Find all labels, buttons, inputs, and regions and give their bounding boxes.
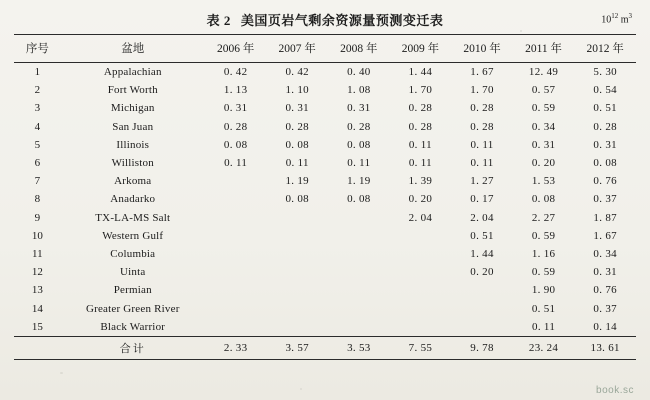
cell-value-2007年: 1. 10 [285, 84, 309, 97]
cell-value-2010年 [451, 318, 513, 337]
cell-value-2012年: 0. 31 [593, 138, 617, 151]
cell-value-2012年: 0. 37 [593, 302, 617, 315]
cell-value-2008年 [328, 245, 390, 263]
cell-value-2008年: 1. 08 [347, 84, 371, 97]
cell-value-2009年: 0. 28 [408, 102, 433, 115]
cell-basin: Permian [113, 284, 152, 297]
cell-seq: 4 [34, 120, 41, 133]
cell-basin: Michigan [110, 102, 155, 115]
cell-value-2007年: 1. 19 [285, 175, 309, 188]
table-row [14, 281, 636, 299]
cell-value-2006年: 0. 08 [223, 138, 248, 151]
cell-value-2012年: 0. 34 [593, 247, 617, 260]
cell-basin: Black Warrior [100, 320, 166, 333]
cell-seq: 3 [34, 102, 41, 115]
cell-value-2008年 [328, 299, 390, 317]
table-row [14, 99, 636, 117]
cell-seq: 10 [31, 229, 43, 242]
cell-value-2011年: 0. 34 [531, 120, 556, 133]
cell-value-2011年: 1. 53 [531, 175, 556, 188]
cell-value-2006年 [205, 227, 267, 245]
cell-basin: Uinta [120, 266, 146, 279]
cell-seq: 11 [32, 247, 43, 260]
cell-total-2012年: 13. 61 [574, 336, 636, 359]
table-row [14, 245, 636, 263]
cell-value-2010年: 0. 17 [470, 193, 494, 206]
table-title-row [14, 10, 636, 32]
cell-total-2006年: 2. 33 [205, 336, 267, 359]
cell-value-2010年: 0. 20 [470, 266, 494, 279]
cell-value-2009年: 0. 28 [408, 120, 433, 133]
cell-basin: TX-LA-MS Salt [95, 211, 171, 224]
table-caption: 美国页岩气剩余资源量预测变迁表 [240, 13, 444, 28]
cell-value-2006年 [205, 245, 267, 263]
cell-basin: Williston [111, 157, 154, 170]
cell-total-label: 合计 [61, 336, 205, 359]
cell-value-2007年 [266, 281, 328, 299]
cell-basin: Columbia [110, 247, 156, 260]
cell-basin: Western Gulf [102, 229, 164, 242]
cell-total-seq [14, 336, 61, 359]
cell-total-2009年: 7. 55 [390, 336, 452, 359]
column-header-2011: 2011 年 [513, 35, 575, 63]
cell-value-2006年 [205, 318, 267, 337]
cell-value-2008年 [328, 209, 390, 227]
cell-value-2007年: 0. 28 [285, 120, 309, 133]
cell-basin: San Juan [112, 120, 154, 133]
cell-basin: Appalachian [103, 66, 162, 79]
cell-value-2006年 [205, 172, 267, 190]
cell-value-2006年: 1. 13 [223, 84, 248, 97]
cell-value-2010年: 0. 11 [470, 157, 494, 170]
table-header [14, 35, 636, 63]
cell-value-2010年: 0. 11 [470, 138, 494, 151]
cell-value-2008年: 0. 40 [347, 66, 371, 79]
table-row [14, 136, 636, 154]
cell-value-2009年: 0. 11 [408, 157, 432, 170]
cell-total-2007年: 3. 57 [266, 336, 328, 359]
cell-value-2006年 [205, 281, 267, 299]
cell-value-2008年 [328, 227, 390, 245]
cell-value-2012年: 0. 31 [593, 266, 617, 279]
column-header-2009: 2009 年 [390, 35, 452, 63]
cell-seq: 8 [34, 193, 41, 206]
cell-value-2006年 [205, 209, 267, 227]
cell-value-2012年: 0. 54 [593, 84, 617, 97]
cell-basin: Anadarko [110, 193, 156, 206]
cell-value-2009年: 1. 44 [408, 66, 433, 79]
column-header-2012: 2012 年 [574, 35, 636, 63]
column-header-2008: 2008 年 [328, 35, 390, 63]
cell-value-2006年 [205, 190, 267, 208]
cell-seq: 14 [31, 302, 43, 315]
cell-seq: 12 [31, 266, 43, 279]
cell-value-2010年: 0. 51 [470, 229, 494, 242]
cell-value-2011年: 12. 49 [528, 66, 559, 79]
cell-value-2011年: 0. 57 [531, 84, 556, 97]
cell-seq: 7 [34, 175, 41, 188]
cell-value-2008年 [328, 318, 390, 337]
table-row [14, 263, 636, 281]
table-total-row [14, 336, 636, 359]
cell-value-2009年 [390, 227, 452, 245]
cell-value-2012年: 0. 76 [593, 284, 617, 297]
cell-value-2006年: 0. 11 [224, 157, 248, 170]
cell-seq: 9 [34, 211, 41, 224]
cell-value-2009年 [390, 245, 452, 263]
cell-value-2009年 [390, 299, 452, 317]
cell-total-2011年: 23. 24 [513, 336, 575, 359]
cell-total-2008年: 3. 53 [328, 336, 390, 359]
cell-seq: 1 [34, 66, 41, 79]
column-header-2007: 2007 年 [266, 35, 328, 63]
cell-basin: Greater Green River [85, 302, 180, 315]
cell-value-2008年: 0. 31 [347, 102, 371, 115]
table-row [14, 154, 636, 172]
column-header-2010: 2010 年 [451, 35, 513, 63]
watermark: book.sc [596, 385, 634, 396]
cell-value-2008年: 0. 11 [347, 157, 371, 170]
cell-value-2012年: 0. 76 [593, 175, 617, 188]
table-row [14, 209, 636, 227]
cell-value-2012年: 1. 67 [593, 229, 617, 242]
table-row [14, 63, 636, 82]
cell-value-2010年: 1. 27 [470, 175, 494, 188]
cell-value-2009年: 2. 04 [408, 211, 433, 224]
cell-seq: 2 [34, 84, 41, 97]
cell-total-2010年: 9. 78 [451, 336, 513, 359]
cell-value-2011年: 0. 20 [531, 157, 556, 170]
cell-value-2007年 [266, 263, 328, 281]
cell-value-2007年: 0. 08 [285, 138, 309, 151]
cell-value-2010年: 2. 04 [470, 211, 494, 224]
cell-value-2007年 [266, 227, 328, 245]
cell-value-2006年 [205, 263, 267, 281]
cell-value-2006年: 0. 28 [223, 120, 248, 133]
paper-speck [60, 372, 63, 374]
cell-value-2007年 [266, 299, 328, 317]
cell-value-2011年: 0. 08 [531, 193, 556, 206]
cell-value-2011年: 0. 59 [531, 229, 556, 242]
cell-basin: Arkoma [114, 175, 152, 188]
cell-seq: 5 [34, 138, 41, 151]
cell-value-2008年 [328, 263, 390, 281]
table-row [14, 227, 636, 245]
cell-value-2012年: 0. 14 [593, 320, 617, 333]
cell-value-2012年: 1. 87 [593, 211, 617, 224]
cell-value-2009年: 0. 11 [408, 138, 432, 151]
cell-seq: 15 [31, 320, 43, 333]
cell-value-2010年 [451, 281, 513, 299]
cell-value-2010年 [451, 299, 513, 317]
shale-gas-resource-table [14, 34, 636, 359]
paper-speck [520, 30, 522, 32]
table-row [14, 172, 636, 190]
cell-value-2007年: 0. 08 [285, 193, 309, 206]
cell-value-2012年: 5. 30 [593, 66, 617, 79]
cell-value-2010年: 1. 44 [470, 247, 494, 260]
cell-basin: Illinois [116, 138, 150, 151]
cell-value-2009年 [390, 263, 452, 281]
cell-seq: 13 [31, 284, 43, 297]
cell-value-2009年: 0. 20 [408, 193, 433, 206]
paper-speck [300, 388, 302, 390]
cell-value-2009年: 1. 39 [408, 175, 433, 188]
cell-value-2007年: 0. 42 [285, 66, 309, 79]
table-row [14, 299, 636, 317]
cell-value-2006年 [205, 299, 267, 317]
cell-value-2008年 [328, 281, 390, 299]
table-header-row [14, 35, 636, 63]
cell-value-2011年: 0. 51 [531, 302, 556, 315]
cell-value-2007年: 0. 31 [285, 102, 309, 115]
cell-value-2009年 [390, 318, 452, 337]
cell-value-2011年: 1. 90 [531, 284, 556, 297]
cell-value-2010年: 0. 28 [470, 102, 494, 115]
cell-value-2007年 [266, 209, 328, 227]
cell-value-2012年: 0. 08 [593, 157, 617, 170]
table-title [207, 10, 444, 29]
cell-value-2011年: 0. 59 [531, 266, 556, 279]
column-header-basin: 盆地 [61, 35, 205, 63]
cell-value-2007年 [266, 245, 328, 263]
table-row [14, 118, 636, 136]
cell-seq: 6 [34, 157, 41, 170]
cell-value-2010年: 1. 70 [470, 84, 494, 97]
cell-value-2012年: 0. 51 [593, 102, 617, 115]
cell-value-2008年: 0. 28 [347, 120, 371, 133]
unit-label: $10^{12}$ $m^3$ [601, 12, 632, 26]
column-header-2006: 2006 年 [205, 35, 267, 63]
cell-value-2008年: 1. 19 [347, 175, 371, 188]
cell-value-2011年: 2. 27 [531, 211, 556, 224]
cell-value-2012年: 0. 37 [593, 193, 617, 206]
table-number: 表 2 [206, 13, 231, 28]
cell-value-2012年: 0. 28 [593, 120, 617, 133]
cell-value-2011年: 0. 11 [532, 320, 556, 333]
cell-value-2010年: 0. 28 [470, 120, 494, 133]
table-body [14, 63, 636, 360]
cell-value-2008年: 0. 08 [347, 193, 371, 206]
cell-value-2010年: 1. 67 [470, 66, 494, 79]
table-row [14, 190, 636, 208]
cell-value-2009年: 1. 70 [408, 84, 433, 97]
cell-value-2006年: 0. 31 [223, 102, 248, 115]
cell-basin: Fort Worth [107, 84, 158, 97]
table-bottom-rule [14, 359, 636, 360]
cell-value-2011年: 1. 16 [531, 247, 556, 260]
cell-value-2007年 [266, 318, 328, 337]
table-row [14, 318, 636, 337]
cell-value-2011年: 0. 31 [531, 138, 556, 151]
cell-value-2007年: 0. 11 [285, 157, 309, 170]
cell-value-2009年 [390, 281, 452, 299]
cell-value-2011年: 0. 59 [531, 102, 556, 115]
column-header-seq: 序号 [14, 35, 61, 63]
table-row [14, 81, 636, 99]
cell-value-2006年: 0. 42 [223, 66, 248, 79]
cell-value-2008年: 0. 08 [347, 138, 371, 151]
